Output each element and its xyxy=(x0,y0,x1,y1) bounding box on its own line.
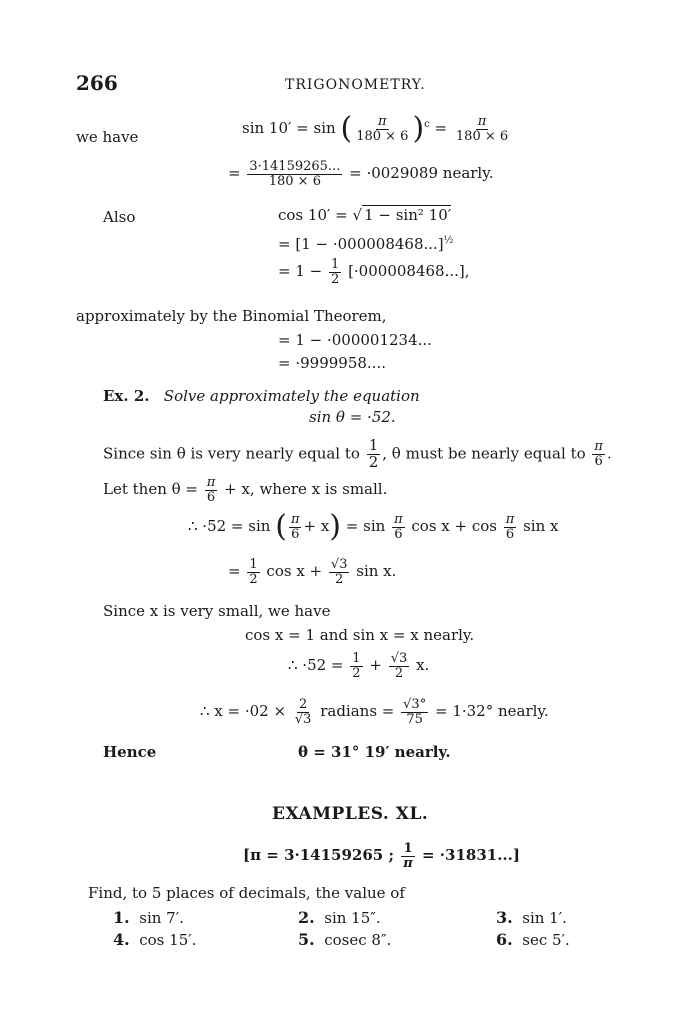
right-paren: ) xyxy=(412,111,425,146)
frac-den: 75 xyxy=(406,711,423,727)
example-label: Ex. 2. xyxy=(103,387,150,405)
text: + xyxy=(369,656,382,675)
since-line-2: Since x is very small, we have xyxy=(103,602,331,620)
instruction: Find, to 5 places of decimals, the value of xyxy=(88,884,405,902)
fraction xyxy=(392,513,405,541)
frac-den: 2 xyxy=(335,571,344,587)
running-title: TRIGONOMETRY. xyxy=(285,77,426,93)
frac-den: 6 xyxy=(291,526,300,542)
exercise-item xyxy=(113,910,184,926)
exponent: ½ xyxy=(443,235,454,246)
fraction xyxy=(367,438,381,471)
example-2-header xyxy=(103,389,420,404)
cos-10-binomial xyxy=(278,236,453,252)
frac-den: 2 xyxy=(249,571,258,587)
example-title: Solve approximately the equation xyxy=(163,387,420,405)
left-paren: ( xyxy=(340,111,353,146)
text: = ·31831...] xyxy=(422,846,520,865)
example-equation: sin θ = ·52. xyxy=(309,408,396,426)
text: = xyxy=(228,562,241,581)
cos-10-line4: = 1 − ·000001234... xyxy=(278,331,432,349)
approximation-line: cos x = 1 and sin x = x nearly. xyxy=(245,626,475,644)
exercise-item xyxy=(496,910,567,926)
expansion-line-3 xyxy=(288,652,429,680)
fraction xyxy=(389,652,410,680)
frac-den: 2 xyxy=(368,452,379,471)
frac-num: 1 xyxy=(368,436,379,454)
fraction xyxy=(289,513,302,541)
fraction xyxy=(504,513,517,541)
frac-den: 2 xyxy=(394,665,404,681)
eq-text: = [1 − ·000008468...] xyxy=(278,235,444,253)
exercise-item xyxy=(298,910,381,926)
eq-text: [·000008468...], xyxy=(348,262,470,281)
frac-num: π xyxy=(206,475,216,490)
cos-10-expansion xyxy=(278,258,470,286)
frac-num: π xyxy=(477,113,487,129)
frac-num: 2 xyxy=(299,697,308,712)
text: = sin xyxy=(345,517,386,535)
exercise-number: 4. xyxy=(113,930,130,949)
frac-den: 6 xyxy=(505,526,515,542)
exercise-number: 3. xyxy=(496,908,513,927)
exercise-number: 1. xyxy=(113,908,130,927)
frac-num: π xyxy=(394,511,403,527)
equals: = xyxy=(228,164,241,183)
we-have-label: we have xyxy=(76,128,139,146)
expansion-line-1 xyxy=(188,509,559,544)
frac-num: π xyxy=(505,511,515,527)
exercise-item xyxy=(113,932,196,948)
also-label: Also xyxy=(103,208,136,226)
since-line-1 xyxy=(103,438,612,471)
frac-num: 1 xyxy=(352,651,361,666)
fraction xyxy=(329,258,341,286)
frac-den: 6 xyxy=(594,453,603,469)
cos-10-equation xyxy=(278,208,451,223)
text: = 1·32° nearly. xyxy=(434,702,549,721)
exercise-number: 5. xyxy=(298,930,315,949)
text: radians = xyxy=(320,702,395,721)
examples-heading: EXAMPLES. XL. xyxy=(272,804,429,824)
text: sin x. xyxy=(356,562,397,581)
binomial-note: approximately by the Binomial Theorem, xyxy=(76,307,387,325)
exercise-item xyxy=(298,932,391,948)
text: ∴ x = ·02 × xyxy=(200,702,287,721)
frac-num: √3 xyxy=(330,557,348,572)
frac-den: 6 xyxy=(206,489,216,505)
text: . xyxy=(606,444,612,463)
fraction xyxy=(329,558,350,586)
frac-num: 3·14159265... xyxy=(249,159,341,174)
sqrt-sign: √ xyxy=(352,206,363,224)
expansion-line-2 xyxy=(228,558,396,586)
sin-10-equation xyxy=(242,111,512,146)
frac-den: 180 × 6 xyxy=(356,128,409,144)
hence-label: Hence xyxy=(103,743,157,761)
frac-num: 1 xyxy=(403,841,413,856)
fraction xyxy=(354,115,410,143)
exercise-expr: cos 15′. xyxy=(139,931,197,949)
fraction xyxy=(454,115,510,143)
fraction xyxy=(293,698,314,726)
text: cos x + cos xyxy=(411,517,497,535)
text: sin x xyxy=(523,517,559,535)
frac-den: 2 xyxy=(331,271,340,287)
superscript: c xyxy=(424,119,430,130)
exercise-expr: cosec 8″. xyxy=(324,931,392,949)
let-line xyxy=(103,476,387,504)
frac-den: 6 xyxy=(394,526,403,542)
final-result: θ = 31° 19′ nearly. xyxy=(298,743,451,761)
frac-den: 2 xyxy=(352,665,361,681)
page-number: 266 xyxy=(76,71,118,95)
frac-den: 180 × 6 xyxy=(455,128,509,144)
exercise-number: 6. xyxy=(496,930,513,949)
frac-den: 180 × 6 xyxy=(268,173,321,189)
sin-10-value xyxy=(228,160,493,188)
frac-den: √3 xyxy=(294,711,312,727)
cos-10-result: = ·9999958.... xyxy=(278,354,386,372)
exercise-expr: sin 7′. xyxy=(139,909,184,927)
fraction xyxy=(350,652,362,680)
exercise-item xyxy=(496,932,570,948)
eq-text: = ·0029089 nearly. xyxy=(349,164,494,183)
frac-num: 1 xyxy=(249,557,258,572)
fraction xyxy=(401,698,428,726)
exercise-number: 2. xyxy=(298,908,315,927)
text: Since sin θ is very nearly equal to xyxy=(103,444,360,463)
text: , θ must be nearly equal to xyxy=(382,444,586,463)
right-paren: ) xyxy=(329,509,341,544)
exercise-expr: sin 1′. xyxy=(522,909,567,927)
frac-num: π xyxy=(290,511,300,527)
constants-line xyxy=(243,842,520,870)
text: Let then θ = xyxy=(103,480,198,499)
frac-den: π xyxy=(403,855,413,871)
eq-text: sin 10′ = sin xyxy=(242,119,336,137)
exercise-expr: sec 5′. xyxy=(522,931,570,949)
fraction xyxy=(247,160,342,188)
frac-num: √3° xyxy=(403,697,427,712)
eq-text: cos 10′ = xyxy=(278,206,353,224)
frac-num: 1 xyxy=(331,257,340,272)
text: ∴ ·52 = sin xyxy=(188,517,271,535)
frac-num: π xyxy=(378,113,387,129)
text: [π = 3·14159265 ; xyxy=(243,846,395,865)
left-paren: ( xyxy=(275,509,287,544)
frac-num: π xyxy=(594,439,603,455)
text: cos x + xyxy=(266,562,323,581)
fraction xyxy=(401,842,415,870)
fraction xyxy=(247,558,259,586)
frac-num: √3 xyxy=(390,651,408,666)
eq-text: = 1 − xyxy=(278,262,323,281)
solution-line xyxy=(200,698,549,726)
radicand: 1 − sin² 10′ xyxy=(364,206,452,224)
text: + x, where x is small. xyxy=(224,480,388,499)
text: + x xyxy=(303,517,330,535)
fraction xyxy=(205,476,218,504)
text: x. xyxy=(416,656,430,675)
text: ∴ ·52 = xyxy=(288,656,344,675)
exercise-expr: sin 15″. xyxy=(324,909,381,927)
equals: = xyxy=(434,119,448,137)
fraction xyxy=(592,440,605,468)
